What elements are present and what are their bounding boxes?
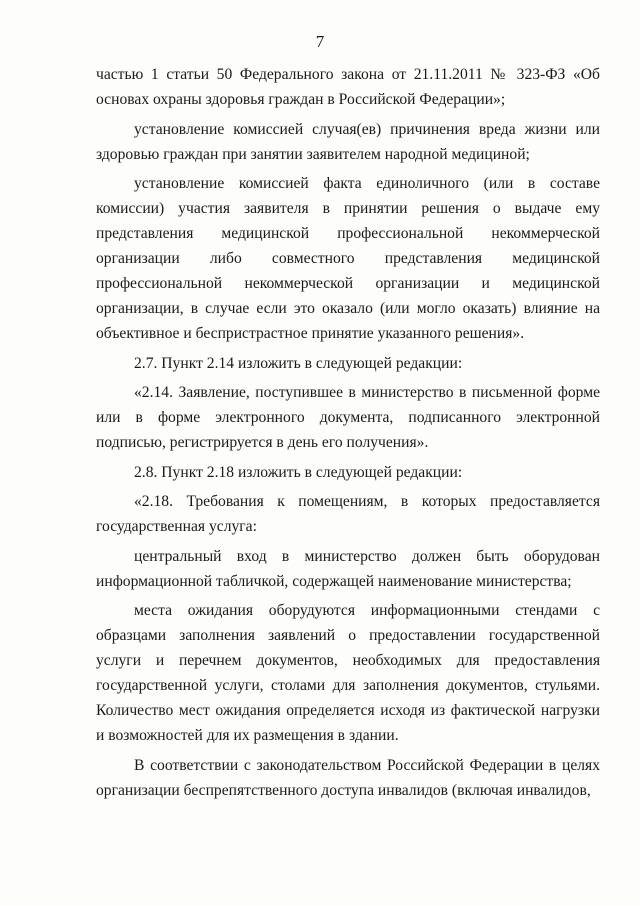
- paragraph: установление комиссией факта единоличного (или в составе комиссии) участия заявителя в принятии решения о выдаче ему представления медицинской профессиональной некоммерческой организации либо совместного представления медицинской профессиональной некоммерческой организации и медицинской организации, в случае если это оказало (или могло оказать) влияние на объективное и беспристрастное принятие указанного решения».: [96, 175, 600, 342]
- document-body: [96, 62, 600, 807]
- paragraph: места ожидания оборудуются информационными стендами с образцами заполнения заявлений о предоставлении государственной услуги и перечнем документов, необходимых для предоставления государственной услуги, столами для заполнения документов, стульями. Количество мест ожидания определяется исходя из фактической нагрузки и возможностей для их размещения в здании.: [96, 602, 600, 744]
- paragraph: В соответствии с законодательством Российской Федерации в целях организации беспрепятственного доступа инвалидов (включая инвалидов,: [96, 756, 600, 799]
- page-number: 7: [315, 32, 325, 51]
- paragraph: центральный вход в министерство должен быть оборудован информационной табличкой, содержащей наименование министерства;: [96, 547, 600, 590]
- paragraph: «2.18. Требования к помещениям, в которых предоставляется государственная услуга:: [96, 493, 600, 535]
- paragraph: установление комиссией случая(ев) причинения вреда жизни или здоровью граждан при занятии заявителем народной медициной;: [96, 120, 600, 163]
- paragraph: «2.14. Заявление, поступившее в министерство в письменной форме или в форме электронного документа, подписанного электронной подписью, регистрируется в день его получения».: [96, 384, 600, 451]
- paragraph: 2.7. Пункт 2.14 изложить в следующей редакции:: [134, 354, 463, 372]
- paragraph: частью 1 статьи 50 Федерального закона от 21.11.2011 № 323-ФЗ «Об основах охраны здоровья граждан в Российской Федерации»;: [96, 66, 600, 108]
- paragraph: 2.8. Пункт 2.18 изложить в следующей редакции:: [134, 463, 463, 481]
